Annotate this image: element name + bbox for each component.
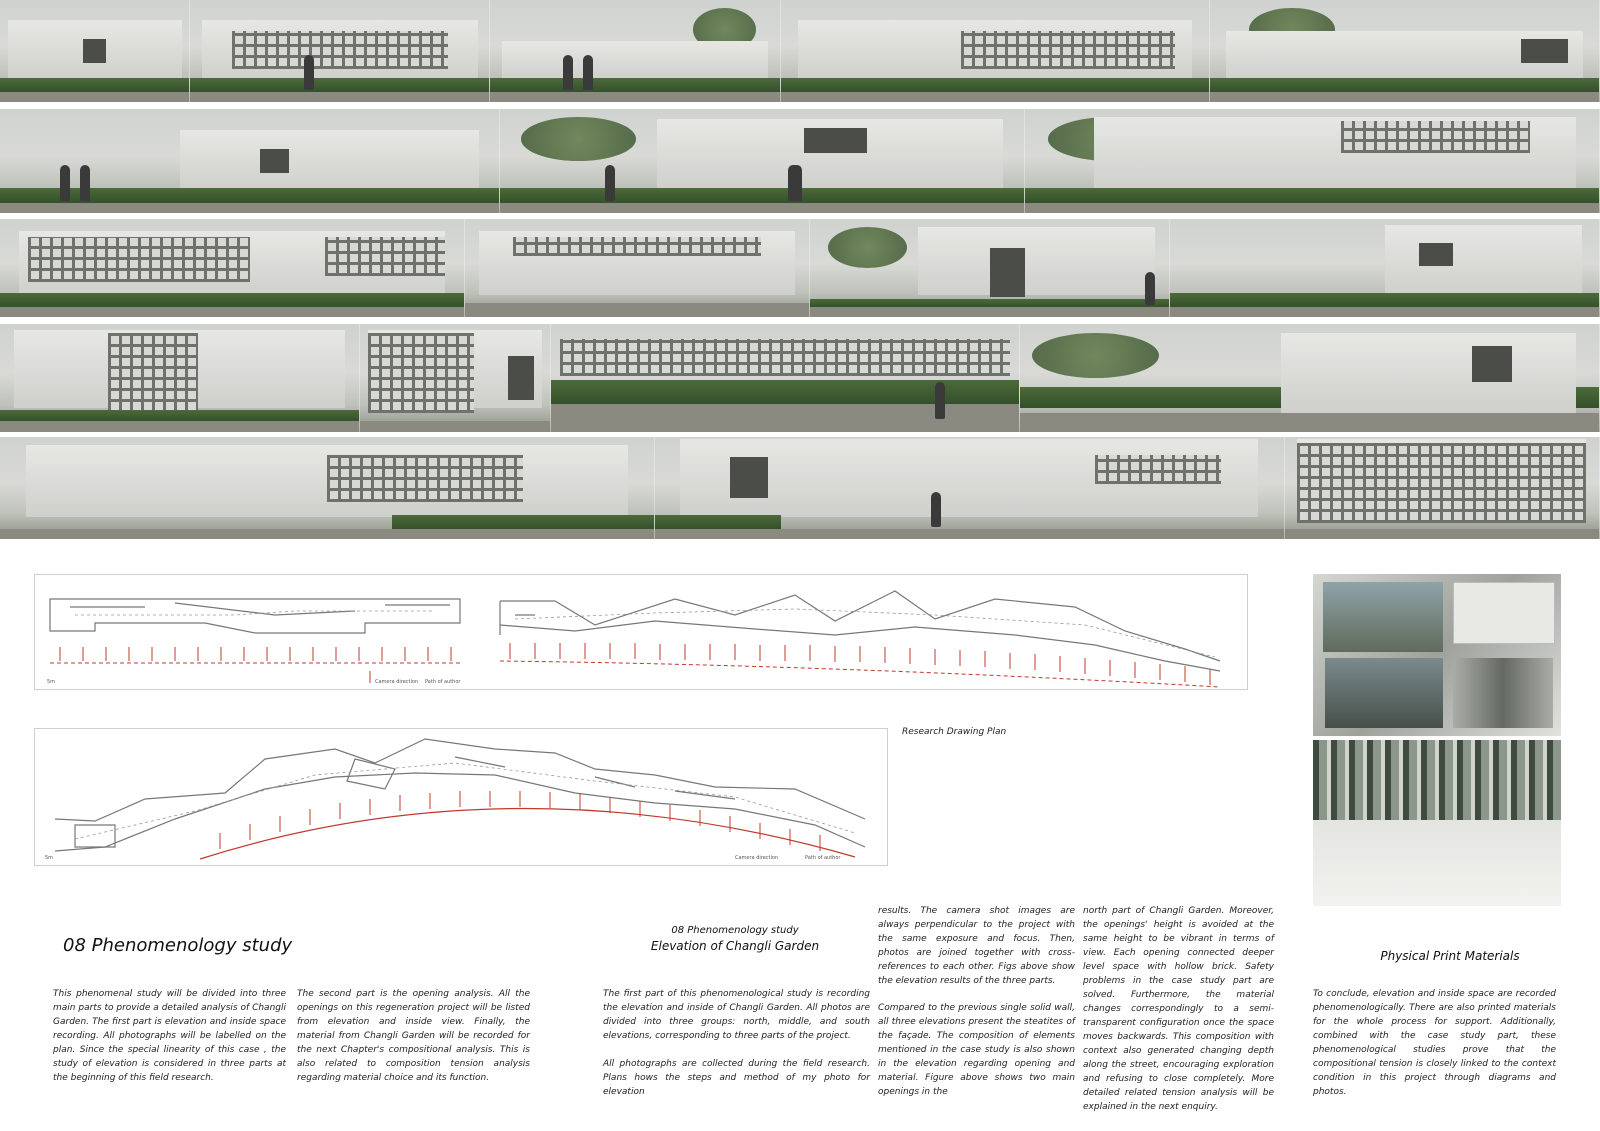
elevation-strip-north <box>0 0 1600 102</box>
paragraph-conclusion: To conclude, elevation and inside space are recorded phenomenologically. There are also printed materials for the whole process for support. Additionally, combined with the case study part, these phenomenological studies prove that the compositional tension is closely linked to the context condition in this project through diagrams and photos. <box>1313 989 1556 1097</box>
legend-path-of-author: Path of author <box>805 855 841 861</box>
elevation-photo <box>490 0 780 102</box>
elevation-photo <box>1170 219 1600 317</box>
paragraph-north-part: north part of Changli Garden. Moreover, the openings' height is avoided at the same height to be vibrant in terms of view. Each opening connected deeper level space with hollow brick. Safety problems in the case study part are solved. Furthermore, the material changes correspondingly to a semi-transparent configuration once the space moves backwards. This composition with context also generated changing depth along the street, encouraging exploration and refusing to close completely. More detailed related tension analysis will be explained in the next enquiry. <box>1083 906 1274 1112</box>
elevation-photo <box>0 437 655 539</box>
elevation-strip-south-1 <box>0 324 1600 432</box>
paragraph-elevation-part2: All photographs are collected during the field research. Plans hows the steps and method of my photo for elevation <box>603 1059 870 1097</box>
print-photo-accordion-book <box>1313 740 1561 906</box>
elevation-photo <box>1285 437 1600 539</box>
research-drawing-plan-label: Research Drawing Plan <box>902 727 1007 737</box>
elevation-photo <box>190 0 490 102</box>
paragraph-intro: This phenomenal study will be divided into three main parts to provide a detailed analysis of Changli Garden. The first part is elevation and inside space recording. All photographs will be labelled on the plan. Since the special linearity of this case , the study of elevation is considered in three parts at the beginning of this field research. <box>53 989 286 1083</box>
legend-camera-direction: Camera direction <box>375 679 419 685</box>
scale-label: 5m <box>45 855 54 861</box>
print-materials-title: Physical Print Materials <box>1380 949 1520 963</box>
page-title: 08 Phenomenology study <box>63 935 293 956</box>
elevation-photo <box>1020 324 1600 432</box>
elevation-strip-middle-1 <box>0 109 1600 213</box>
elevation-photo <box>655 437 1285 539</box>
elevation-photo <box>500 109 1025 213</box>
section-subtitle <box>640 925 830 953</box>
plan-drawing-north <box>34 574 1248 690</box>
elevation-photo <box>810 219 1170 317</box>
paragraph-results: results. The camera shot images are always perpendicular to the project with the same exposure and focus. Then, photos are joined together with cross-references to each other. Figs above show the elevation results of the three parts. <box>878 906 1075 986</box>
paragraph-opening-analysis: The second part is the opening analysis. All the openings on this regeneration project will be listed from elevation and inside view. Finally, the material from Changli Garden will be recorded for the next Chapter's compositional analysis. This is also related to composition tension analysis regarding material choice and its function. <box>297 989 530 1083</box>
elevation-photo <box>0 219 465 317</box>
legend-path-of-author: Path of author <box>425 679 461 685</box>
elevation-photo <box>1210 0 1600 102</box>
elevation-photo <box>0 109 500 213</box>
elevation-photo <box>781 0 1211 102</box>
subtitle-line-2: Elevation of Changli Garden <box>650 939 820 953</box>
scale-label: 5m <box>47 679 56 685</box>
elevation-photo <box>465 219 810 317</box>
elevation-photo <box>0 324 360 432</box>
print-photo-folded-book <box>1313 574 1561 736</box>
elevation-photo <box>1025 109 1600 213</box>
elevation-strip-south-2 <box>0 437 1600 539</box>
elevation-photo <box>360 324 551 432</box>
elevation-photo <box>551 324 1021 432</box>
plan-drawing-south <box>34 728 888 866</box>
paragraph-comparison: Compared to the previous single solid wall, all three elevations present the steatites of the façade. The composition of elements mentioned in the case study is also shown in the elevation regarding opening and material. Figure above shows two main openings in the <box>878 1003 1075 1097</box>
elevation-strip-middle-2 <box>0 219 1600 317</box>
subtitle-line-1: 08 Phenomenology study <box>671 925 799 936</box>
legend-camera-direction: Camera direction <box>735 855 779 861</box>
paragraph-elevation-part1: The first part of this phenomenological study is recording the elevation and inside of Changli Garden. All photos are divided into three groups: north, middle, and south elevations, corresponding to three parts of the project. <box>603 989 870 1041</box>
elevation-photo <box>0 0 190 102</box>
